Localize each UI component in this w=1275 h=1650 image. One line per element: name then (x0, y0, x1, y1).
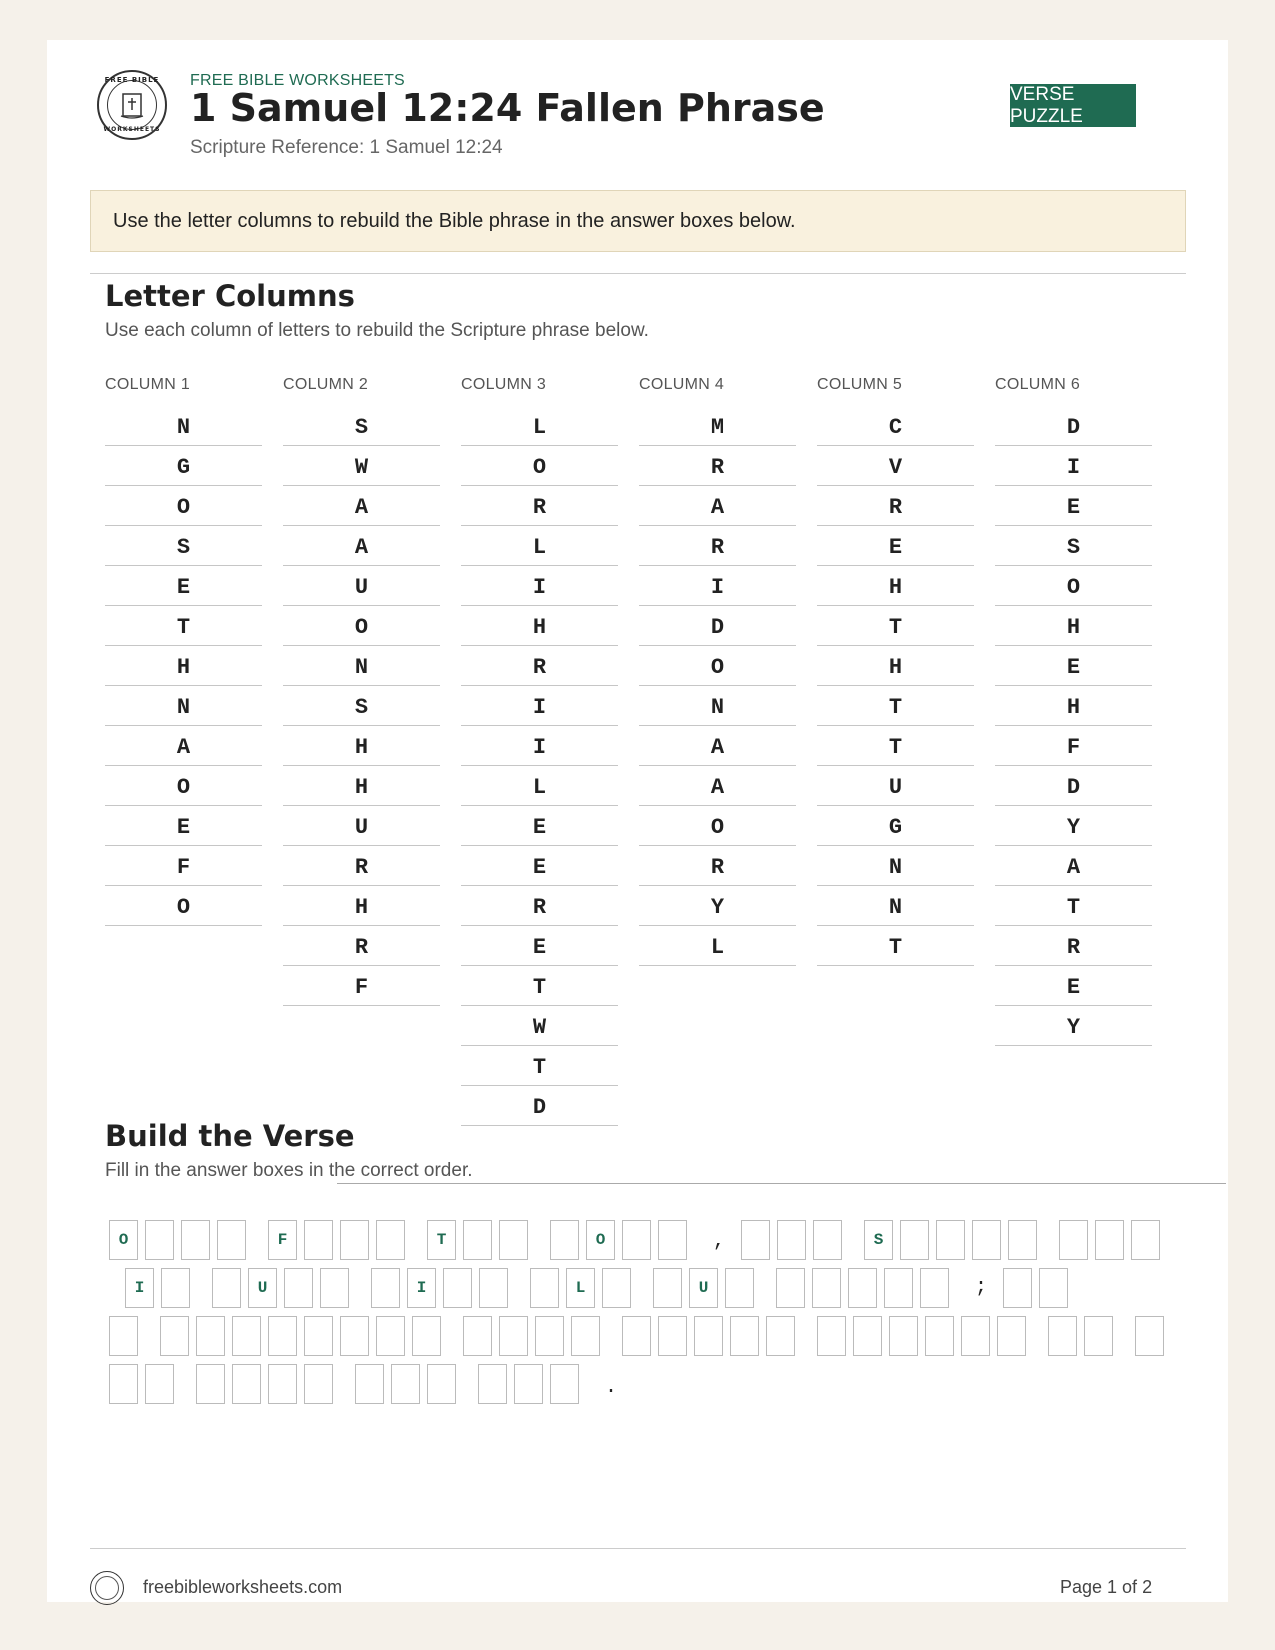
answer-box[interactable] (1084, 1316, 1113, 1356)
column-letter: A (995, 846, 1152, 886)
column-letter: T (995, 886, 1152, 926)
column-label: COLUMN 5 (817, 376, 903, 393)
column-letter: T (817, 726, 974, 766)
answer-box[interactable] (920, 1268, 949, 1308)
column-letter: A (639, 726, 796, 766)
column-letter: N (283, 646, 440, 686)
answer-box[interactable] (1131, 1220, 1160, 1260)
answer-box[interactable] (427, 1364, 456, 1404)
column-letter: S (283, 686, 440, 726)
answer-box[interactable] (535, 1316, 564, 1356)
answer-box[interactable] (730, 1316, 759, 1356)
answer-box-hint[interactable]: U (248, 1268, 277, 1308)
column-letter: G (817, 806, 974, 846)
column-letter: H (283, 886, 440, 926)
column-letter: H (995, 606, 1152, 646)
column-letter: T (817, 606, 974, 646)
column-letter: W (461, 1006, 618, 1046)
column-letter: A (283, 486, 440, 526)
column-letter: H (817, 566, 974, 606)
answer-box[interactable] (1048, 1316, 1077, 1356)
answer-box[interactable] (463, 1220, 492, 1260)
column-letter: E (995, 646, 1152, 686)
answer-box[interactable] (161, 1268, 190, 1308)
column-letter: M (639, 406, 796, 446)
column-letter: E (995, 486, 1152, 526)
answer-box[interactable] (725, 1268, 754, 1308)
column-letter: H (995, 686, 1152, 726)
answer-box[interactable] (181, 1220, 210, 1260)
column-letter: S (283, 406, 440, 446)
answer-box[interactable] (658, 1316, 687, 1356)
column-letter: A (105, 726, 262, 766)
build-verse-subheading: Fill in the answer boxes in the correct order. (105, 1160, 473, 1181)
column-letter: T (817, 926, 974, 966)
letter-column-3 (461, 376, 618, 1126)
column-letter: D (639, 606, 796, 646)
column-letter: H (283, 726, 440, 766)
letter-columns-subheading: Use each column of letters to rebuild the Scripture phrase below. (105, 320, 649, 341)
column-letter: N (639, 686, 796, 726)
column-letter: U (817, 766, 974, 806)
answer-box[interactable] (812, 1268, 841, 1308)
column-letter: R (639, 446, 796, 486)
column-letter: U (283, 806, 440, 846)
answer-box[interactable] (376, 1316, 405, 1356)
answer-box[interactable] (817, 1316, 846, 1356)
column-letter: R (283, 926, 440, 966)
answer-box-hint[interactable]: U (689, 1268, 718, 1308)
answer-box[interactable] (212, 1268, 241, 1308)
answer-box-hint[interactable]: I (125, 1268, 154, 1308)
answer-box[interactable] (376, 1220, 405, 1260)
column-letter: D (995, 406, 1152, 446)
footer-divider (90, 1548, 1186, 1549)
verse-puzzle-badge: VERSE PUZZLE (1010, 84, 1136, 127)
column-letter: Y (995, 806, 1152, 846)
answer-box[interactable] (1003, 1268, 1032, 1308)
answer-box[interactable] (766, 1316, 795, 1356)
punctuation-mark: , (713, 1230, 726, 1253)
answer-box[interactable] (550, 1364, 579, 1404)
answer-box-hint[interactable]: O (586, 1220, 615, 1260)
answer-box[interactable] (997, 1316, 1026, 1356)
column-letter: E (817, 526, 974, 566)
answer-box[interactable] (848, 1268, 877, 1308)
column-letter: E (995, 966, 1152, 1006)
column-letter: N (817, 846, 974, 886)
answer-box[interactable] (145, 1220, 174, 1260)
answer-box-hint[interactable]: T (427, 1220, 456, 1260)
column-letter: I (995, 446, 1152, 486)
column-label: COLUMN 4 (639, 376, 725, 393)
answer-box[interactable] (304, 1364, 333, 1404)
column-letter: O (105, 486, 262, 526)
answer-box[interactable] (813, 1220, 842, 1260)
answer-box[interactable] (653, 1268, 682, 1308)
column-letter: I (639, 566, 796, 606)
logo-text-bottom: WORKSHEETS (103, 126, 161, 133)
answer-box[interactable] (304, 1220, 333, 1260)
column-letter: S (105, 526, 262, 566)
answer-box[interactable] (232, 1364, 261, 1404)
answer-box-hint[interactable]: F (268, 1220, 297, 1260)
column-letter: A (639, 486, 796, 526)
answer-box[interactable] (530, 1268, 559, 1308)
column-letter: Y (995, 1006, 1152, 1046)
answer-box[interactable] (777, 1220, 806, 1260)
column-letter: I (461, 686, 618, 726)
answer-box[interactable] (284, 1268, 313, 1308)
letter-columns-heading: Letter Columns (105, 279, 355, 313)
column-letter: T (461, 966, 618, 1006)
answer-box[interactable] (268, 1364, 297, 1404)
column-letter: T (105, 606, 262, 646)
column-label: COLUMN 1 (105, 376, 191, 393)
column-letter: W (283, 446, 440, 486)
punctuation-mark: . (605, 1376, 618, 1399)
answer-box[interactable] (1095, 1220, 1124, 1260)
column-letter: L (461, 766, 618, 806)
worksheet-page (47, 40, 1228, 1602)
column-letter: H (105, 646, 262, 686)
column-letter: O (639, 806, 796, 846)
answer-box[interactable] (1008, 1220, 1037, 1260)
bible-icon (120, 92, 144, 120)
answer-box[interactable] (355, 1364, 384, 1404)
answer-box[interactable] (391, 1364, 420, 1404)
answer-box[interactable] (936, 1220, 965, 1260)
column-letter: N (817, 886, 974, 926)
answer-box[interactable] (972, 1220, 1001, 1260)
answer-box[interactable] (884, 1268, 913, 1308)
answer-box[interactable] (1039, 1268, 1068, 1308)
column-letter: S (995, 526, 1152, 566)
answer-box[interactable] (412, 1316, 441, 1356)
column-letter: E (105, 806, 262, 846)
answer-box[interactable] (499, 1220, 528, 1260)
column-letter: R (995, 926, 1152, 966)
column-letter: A (639, 766, 796, 806)
answer-box[interactable] (478, 1364, 507, 1404)
column-label: COLUMN 3 (461, 376, 547, 393)
column-letter: O (639, 646, 796, 686)
column-letter: G (105, 446, 262, 486)
column-letter: Y (639, 886, 796, 926)
answer-box[interactable] (196, 1364, 225, 1404)
column-letter: O (105, 766, 262, 806)
answer-box-hint[interactable]: I (407, 1268, 436, 1308)
answer-box[interactable] (1059, 1220, 1088, 1260)
column-letter: R (461, 486, 618, 526)
letter-column-6 (995, 376, 1152, 1046)
instructions-text: Use the letter columns to rebuild the Bible phrase in the answer boxes below. (113, 209, 796, 232)
divider (337, 1183, 1226, 1184)
answer-box[interactable] (463, 1316, 492, 1356)
column-letter: R (283, 846, 440, 886)
column-letter: T (461, 1046, 618, 1086)
letter-column-2 (283, 376, 440, 1006)
column-letter: T (817, 686, 974, 726)
answer-box[interactable] (160, 1316, 189, 1356)
column-letter: C (817, 406, 974, 446)
page-number: Page 1 of 2 (1060, 1577, 1153, 1597)
answer-box[interactable] (371, 1268, 400, 1308)
scripture-reference: Scripture Reference: 1 Samuel 12:24 (190, 137, 503, 158)
answer-box[interactable] (514, 1364, 543, 1404)
column-letter: E (461, 806, 618, 846)
answer-box[interactable] (109, 1316, 138, 1356)
answer-box[interactable] (499, 1316, 528, 1356)
page-title: 1 Samuel 12:24 Fallen Phrase (190, 86, 825, 130)
column-letter: O (283, 606, 440, 646)
answer-box[interactable] (658, 1220, 687, 1260)
column-letter: I (461, 566, 618, 606)
column-letter: A (283, 526, 440, 566)
build-verse-heading: Build the Verse (105, 1119, 355, 1153)
answer-box[interactable] (1135, 1316, 1164, 1356)
letter-column-5 (817, 376, 974, 966)
column-letter: O (461, 446, 618, 486)
punctuation-mark: ; (975, 1276, 988, 1299)
answer-box[interactable] (571, 1316, 600, 1356)
answer-box[interactable] (853, 1316, 882, 1356)
column-letter: E (105, 566, 262, 606)
column-letter: E (461, 846, 618, 886)
answer-box[interactable] (268, 1316, 297, 1356)
answer-box[interactable] (900, 1220, 929, 1260)
column-letter: F (105, 846, 262, 886)
column-letter: D (461, 1086, 618, 1126)
answer-box[interactable] (889, 1316, 918, 1356)
column-letter: L (461, 406, 618, 446)
column-letter: N (105, 406, 262, 446)
column-letter: E (461, 926, 618, 966)
answer-box[interactable] (479, 1268, 508, 1308)
answer-box[interactable] (925, 1316, 954, 1356)
column-letter: V (817, 446, 974, 486)
answer-box[interactable] (304, 1316, 333, 1356)
answer-box[interactable] (340, 1220, 369, 1260)
column-letter: F (995, 726, 1152, 766)
answer-box[interactable] (443, 1268, 472, 1308)
column-letter: H (283, 766, 440, 806)
column-letter: R (461, 646, 618, 686)
answer-box[interactable] (320, 1268, 349, 1308)
answer-box-hint[interactable]: S (864, 1220, 893, 1260)
letter-column-4 (639, 376, 796, 966)
divider (90, 273, 1186, 274)
answer-box-hint[interactable]: O (109, 1220, 138, 1260)
answer-box[interactable] (196, 1316, 225, 1356)
column-letter: N (105, 686, 262, 726)
answer-box[interactable] (232, 1316, 261, 1356)
column-letter: I (461, 726, 618, 766)
column-letter: L (461, 526, 618, 566)
column-letter: D (995, 766, 1152, 806)
answer-box[interactable] (741, 1220, 770, 1260)
column-letter: R (817, 486, 974, 526)
answer-box[interactable] (622, 1316, 651, 1356)
answer-box[interactable] (145, 1364, 174, 1404)
column-letter: U (283, 566, 440, 606)
answer-box[interactable] (602, 1268, 631, 1308)
footer-site: freebibleworksheets.com (143, 1577, 343, 1597)
answer-box[interactable] (217, 1220, 246, 1260)
column-letter: R (461, 886, 618, 926)
answer-box[interactable] (776, 1268, 805, 1308)
answer-box[interactable] (340, 1316, 369, 1356)
answer-box[interactable] (550, 1220, 579, 1260)
answer-box[interactable] (622, 1220, 651, 1260)
column-letter: R (639, 846, 796, 886)
column-label: COLUMN 6 (995, 376, 1081, 393)
instructions-box (90, 190, 1186, 252)
column-label: COLUMN 2 (283, 376, 369, 393)
logo-text-top: FREE BIBLE (104, 76, 160, 84)
column-letter: H (461, 606, 618, 646)
answer-box[interactable] (961, 1316, 990, 1356)
column-letter: H (817, 646, 974, 686)
column-letter: O (995, 566, 1152, 606)
column-letter: L (639, 926, 796, 966)
answer-box[interactable] (694, 1316, 723, 1356)
column-letter: F (283, 966, 440, 1006)
answer-box-hint[interactable]: L (566, 1268, 595, 1308)
free-bible-worksheets-logo (97, 70, 167, 140)
footer-logo (90, 1571, 124, 1605)
brand-name: FREE BIBLE WORKSHEETS (190, 72, 405, 89)
column-letter: R (639, 526, 796, 566)
answer-box[interactable] (109, 1364, 138, 1404)
column-letter: O (105, 886, 262, 926)
letter-column-1 (105, 376, 262, 926)
